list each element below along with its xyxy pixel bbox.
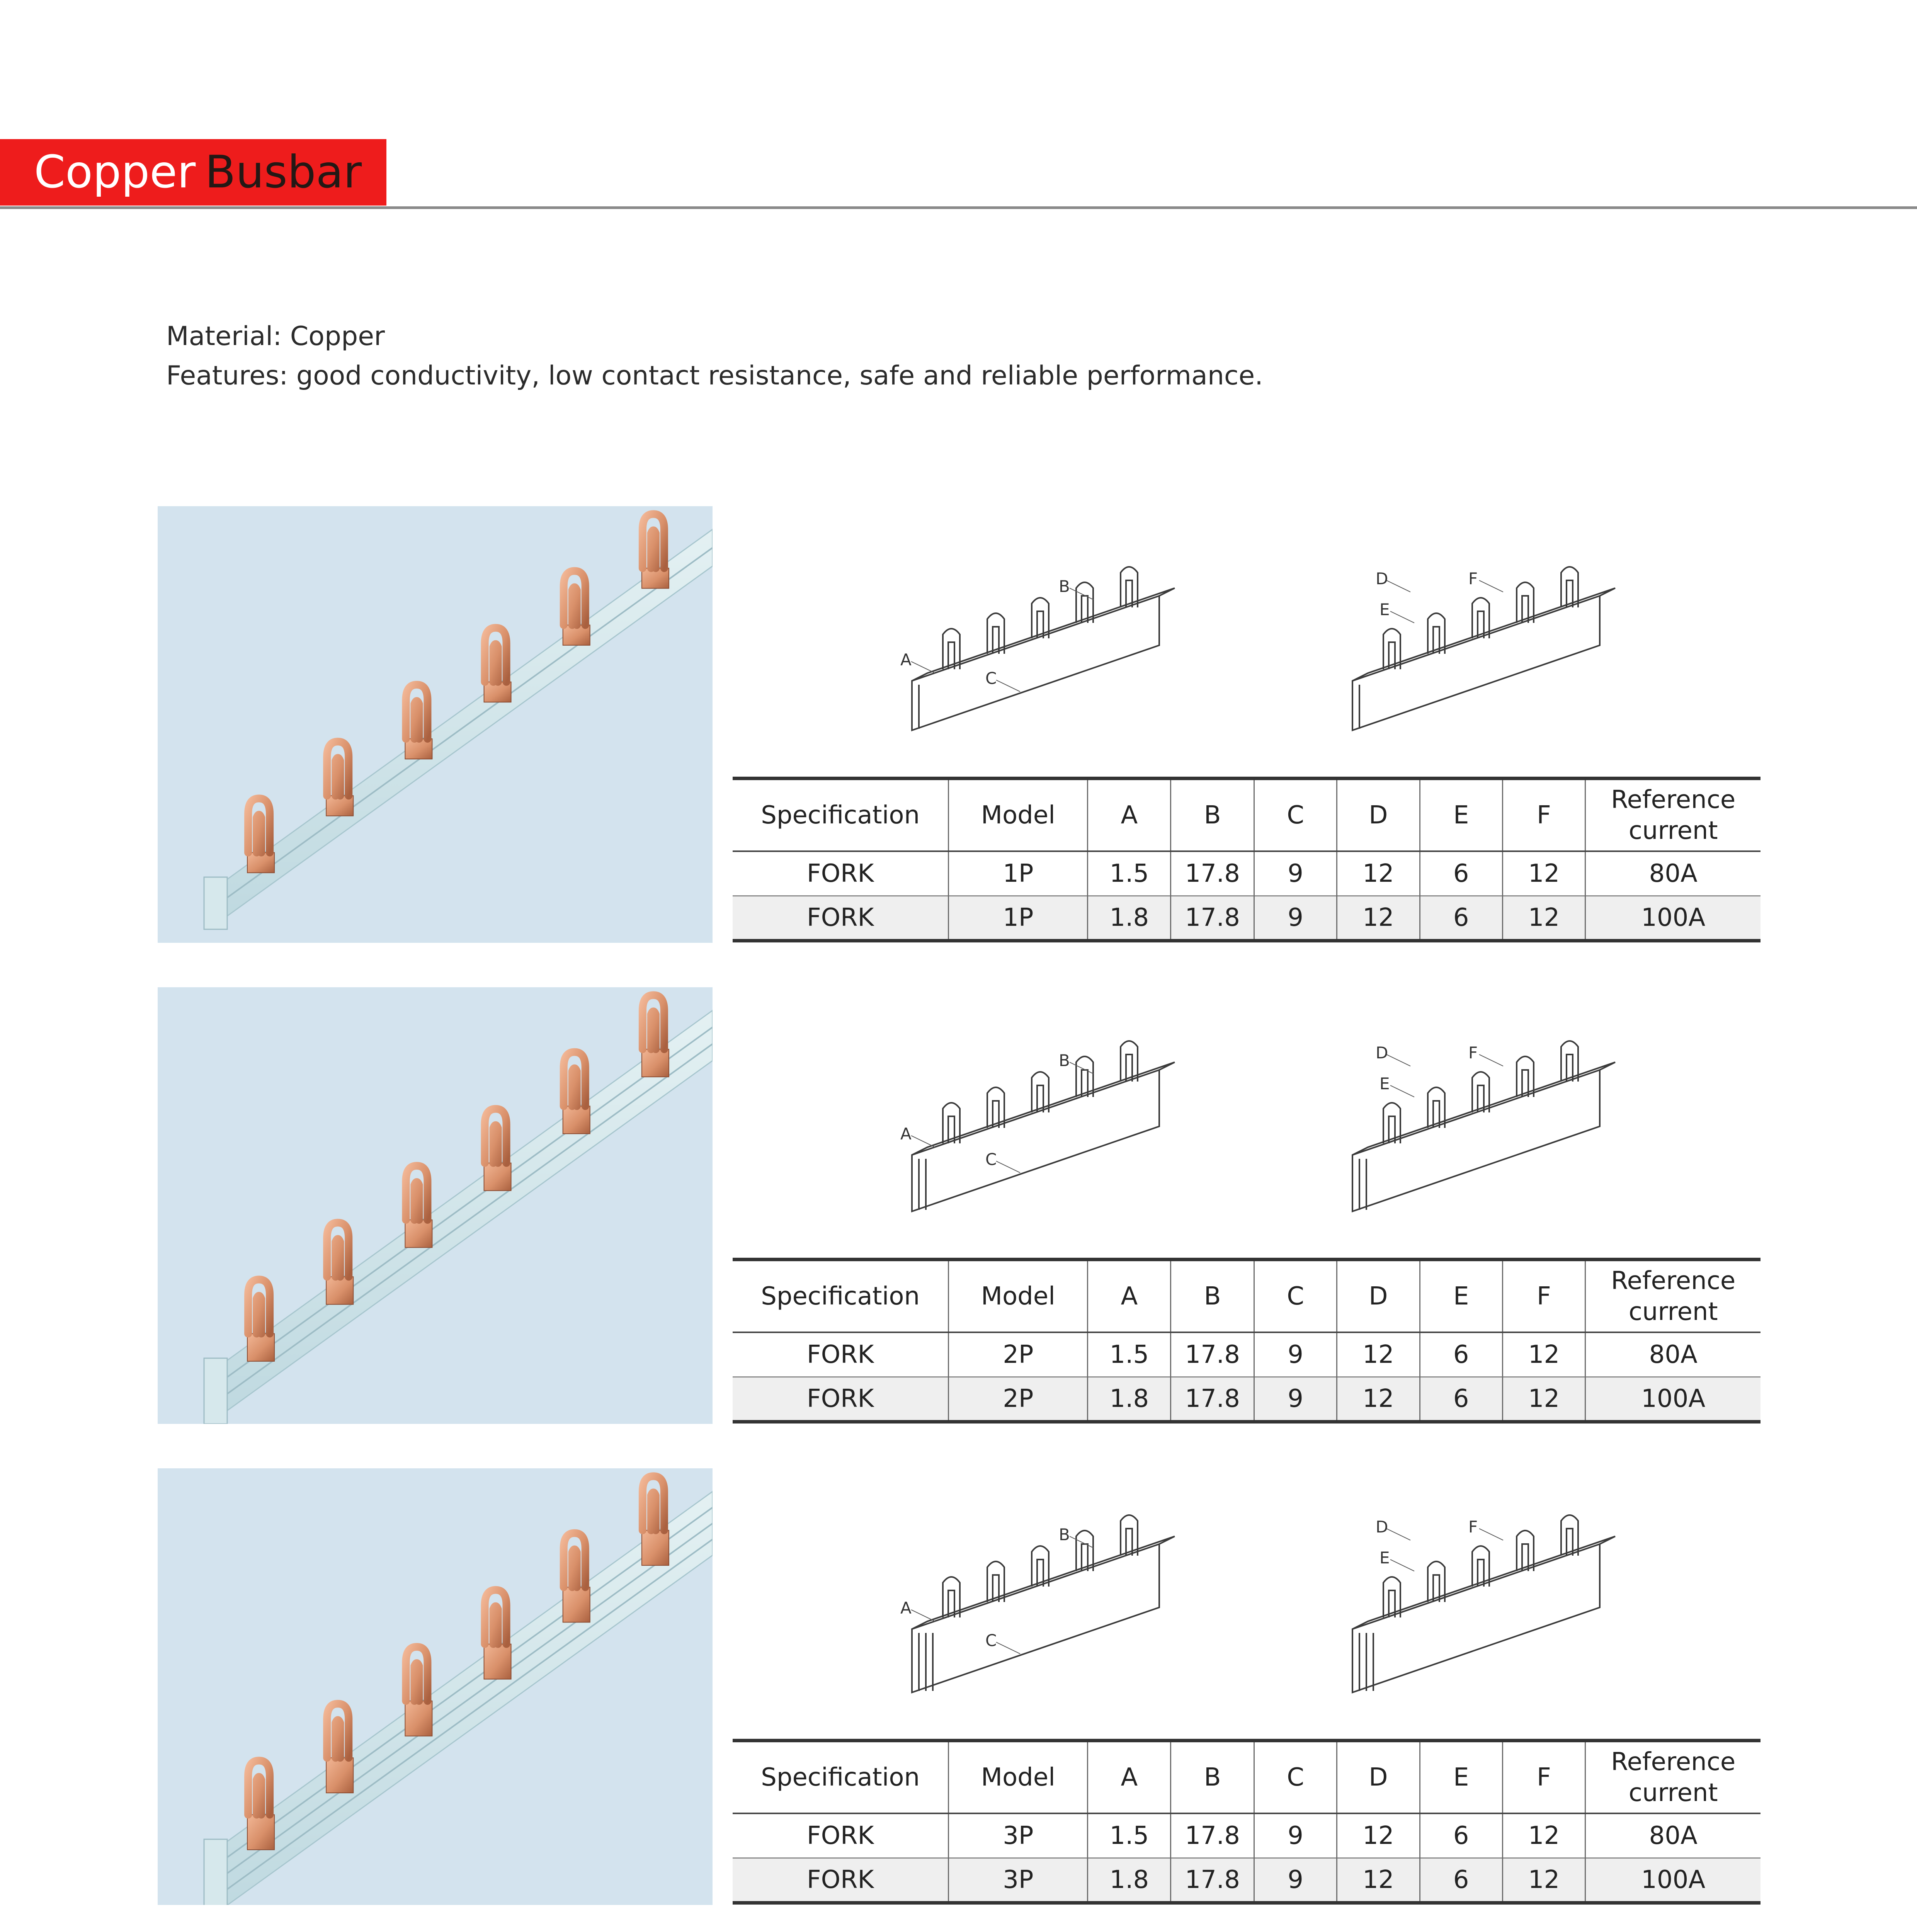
product-section-3p: [0, 1468, 1917, 1905]
title-word-copper: Copper: [34, 146, 196, 198]
drawing-lines: [1352, 1041, 1615, 1211]
cell-e: 6: [1420, 1332, 1502, 1377]
cell-a: 1.5: [1088, 1332, 1171, 1377]
housing-end: [204, 1358, 227, 1424]
leader-line: [911, 1610, 935, 1621]
product-section-2p: [0, 987, 1917, 1424]
copper-strip: [247, 1815, 274, 1850]
leader-line: [911, 1136, 935, 1147]
table-header-row: [733, 1741, 1761, 1813]
header-reference-line1: Reference: [1611, 1266, 1736, 1295]
spec-table: [733, 1739, 1761, 1905]
drawing-lines: [900, 567, 1175, 730]
cell-b: 17.8: [1171, 1858, 1254, 1903]
copper-fork-pin: [563, 1533, 590, 1622]
busbar-line-drawing: [1329, 1511, 1638, 1727]
copper-strip: [405, 1220, 432, 1248]
copper-fork-pin: [405, 1647, 432, 1736]
header-a: A: [1088, 779, 1171, 851]
cell-f: 12: [1502, 851, 1585, 896]
copper-fork-pin: [326, 1704, 353, 1793]
copper-fork-pin: [484, 1590, 511, 1679]
copper-strip: [563, 1106, 590, 1134]
cell-d: 12: [1337, 851, 1420, 896]
cell-specification: FORK: [806, 903, 874, 932]
copper-strip: [563, 1587, 590, 1622]
leader-line: [1386, 1054, 1410, 1066]
dimension-label-d: D: [1376, 1517, 1388, 1536]
cell-f: 12: [1502, 1813, 1585, 1858]
busbar-photo-illustration: [158, 1468, 713, 1905]
header-f: F: [1502, 779, 1585, 851]
cell-b: 17.8: [1171, 1813, 1254, 1858]
product-photo: [158, 987, 713, 1424]
drawing-lines: [900, 1041, 1175, 1211]
dimension-label-a: A: [900, 650, 912, 669]
cell-e: 6: [1420, 1377, 1502, 1422]
busbar-line-drawing: [889, 1511, 1198, 1727]
header-c: C: [1254, 1260, 1337, 1332]
copper-strip: [247, 1333, 274, 1361]
cell-d: 12: [1337, 1813, 1420, 1858]
header-d: D: [1337, 779, 1420, 851]
leader-line: [1390, 1560, 1414, 1571]
cell-b: 17.8: [1171, 1377, 1254, 1422]
leader-line: [911, 662, 935, 673]
cell-b: 17.8: [1171, 851, 1254, 896]
table-row: [733, 851, 1761, 896]
dimension-label-f: F: [1468, 1043, 1478, 1062]
header-a: A: [1088, 1741, 1171, 1813]
cell-c: 9: [1254, 1332, 1337, 1377]
cell-specification: FORK: [806, 1384, 874, 1413]
cell-model: 3P: [949, 1813, 1088, 1858]
table-header-row: [733, 1260, 1761, 1332]
dimension-label-a: A: [900, 1124, 912, 1143]
cell-specification: FORK: [806, 1340, 874, 1369]
leader-line: [1390, 611, 1414, 623]
header-reference-line2: current: [1628, 1297, 1718, 1326]
cell-reference-current: 100A: [1585, 1858, 1761, 1903]
cell-b: 17.8: [1171, 896, 1254, 941]
header-a: A: [1088, 1260, 1171, 1332]
cell-reference-current: 80A: [1585, 851, 1761, 896]
cell-a: 1.8: [1088, 1858, 1171, 1903]
copper-strip: [405, 1701, 432, 1736]
header-reference-current: [1585, 1260, 1761, 1332]
header-b: B: [1171, 779, 1254, 851]
dimension-label-b: B: [1059, 577, 1070, 596]
header-reference-current: [1585, 779, 1761, 851]
header-f: F: [1502, 1741, 1585, 1813]
busbar-line-drawing: [889, 1030, 1198, 1246]
cell-specification: FORK: [806, 859, 874, 888]
header-model: Model: [949, 1741, 1088, 1813]
copper-fork-pin: [642, 1476, 669, 1565]
cell-c: 9: [1254, 1858, 1337, 1903]
header-reference-line1: Reference: [1611, 1747, 1736, 1776]
cell-reference-current: 100A: [1585, 1377, 1761, 1422]
cell-a: 1.8: [1088, 1377, 1171, 1422]
page-title: [0, 139, 386, 206]
cell-f: 12: [1502, 1858, 1585, 1903]
table-row: [733, 896, 1761, 941]
dimension-label-f: F: [1468, 569, 1478, 588]
header-e: E: [1420, 1741, 1502, 1813]
cell-f: 12: [1502, 1332, 1585, 1377]
cell-reference-current: 80A: [1585, 1332, 1761, 1377]
cell-specification: FORK: [806, 1821, 874, 1850]
dimension-label-a: A: [900, 1599, 912, 1617]
spec-table: [733, 1258, 1761, 1423]
cell-c: 9: [1254, 1377, 1337, 1422]
dimension-label-d: D: [1376, 569, 1388, 588]
dimension-label-e: E: [1379, 1548, 1390, 1567]
leader-line: [1479, 580, 1503, 592]
dimension-label-c: C: [985, 1631, 997, 1650]
header-e: E: [1420, 779, 1502, 851]
housing-end: [204, 877, 227, 929]
table-row: [733, 1813, 1761, 1858]
table-row: [733, 1858, 1761, 1903]
cell-c: 9: [1254, 851, 1337, 896]
cell-f: 12: [1502, 896, 1585, 941]
drawing-lines: [1352, 567, 1615, 730]
cell-e: 6: [1420, 1813, 1502, 1858]
dimension-label-c: C: [985, 1150, 997, 1169]
cell-model: 1P: [949, 851, 1088, 896]
cell-e: 6: [1420, 851, 1502, 896]
intro-block: [166, 317, 1263, 396]
header-specification: Specification: [761, 1282, 920, 1311]
header-f: F: [1502, 1260, 1585, 1332]
cell-d: 12: [1337, 896, 1420, 941]
cell-specification: FORK: [806, 1866, 874, 1894]
cell-reference-current: 100A: [1585, 896, 1761, 941]
product-section-1p: [0, 506, 1917, 943]
cell-reference-current: 80A: [1585, 1813, 1761, 1858]
cell-a: 1.8: [1088, 896, 1171, 941]
header-b: B: [1171, 1741, 1254, 1813]
header-e: E: [1420, 1260, 1502, 1332]
header-reference-line2: current: [1628, 1778, 1718, 1807]
dimension-label-d: D: [1376, 1043, 1388, 1062]
header-specification: Specification: [761, 801, 920, 830]
housing-end: [204, 1839, 227, 1905]
leader-line: [1390, 1085, 1414, 1097]
product-photo: [158, 1468, 713, 1905]
cell-e: 6: [1420, 1858, 1502, 1903]
header-c: C: [1254, 1741, 1337, 1813]
busbar-line-drawing: [889, 549, 1198, 765]
header-c: C: [1254, 779, 1337, 851]
leader-line: [1479, 1529, 1503, 1540]
table-row: [733, 1332, 1761, 1377]
busbar-line-drawing: [1329, 549, 1638, 765]
drawing-lines: [1352, 1515, 1615, 1692]
cell-c: 9: [1254, 896, 1337, 941]
busbar-line-drawing: [1329, 1030, 1638, 1246]
copper-strip: [484, 1644, 511, 1679]
product-photo: [158, 506, 713, 943]
dimension-label-e: E: [1379, 600, 1390, 619]
leader-line: [996, 1161, 1020, 1173]
header-d: D: [1337, 1260, 1420, 1332]
cell-model: 3P: [949, 1858, 1088, 1903]
dimension-label-b: B: [1059, 1525, 1070, 1544]
copper-fork-pin: [247, 1760, 274, 1850]
material-text: Material: Copper: [166, 321, 385, 352]
copper-strip: [484, 1163, 511, 1191]
cell-a: 1.5: [1088, 851, 1171, 896]
busbar-photo-illustration: [158, 506, 713, 943]
header-divider: [0, 206, 1917, 209]
title-word-busbar: Busbar: [205, 146, 362, 198]
header-reference-line1: Reference: [1611, 785, 1736, 814]
header-b: B: [1171, 1260, 1254, 1332]
leader-line: [1386, 580, 1410, 592]
header-reference-current: [1585, 1741, 1761, 1813]
cell-model: 2P: [949, 1332, 1088, 1377]
cell-c: 9: [1254, 1813, 1337, 1858]
dimension-label-c: C: [985, 669, 997, 688]
cell-d: 12: [1337, 1332, 1420, 1377]
cell-a: 1.5: [1088, 1813, 1171, 1858]
leader-line: [1386, 1529, 1410, 1540]
header-reference-line2: current: [1628, 816, 1718, 845]
dimension-label-f: F: [1468, 1517, 1478, 1536]
dimension-label-b: B: [1059, 1051, 1070, 1070]
copper-strip: [326, 1277, 353, 1304]
header-specification: Specification: [761, 1763, 920, 1792]
header-model: Model: [949, 1260, 1088, 1332]
drawing-lines: [900, 1515, 1175, 1692]
cell-d: 12: [1337, 1377, 1420, 1422]
spec-table: [733, 777, 1761, 942]
table-row: [733, 1377, 1761, 1422]
cell-f: 12: [1502, 1377, 1585, 1422]
copper-strip: [642, 1049, 669, 1077]
dimension-label-e: E: [1379, 1074, 1390, 1093]
cell-e: 6: [1420, 896, 1502, 941]
table-header-row: [733, 779, 1761, 851]
housing-outline: [912, 1544, 1159, 1692]
cell-d: 12: [1337, 1858, 1420, 1903]
busbar-photo-illustration: [158, 987, 713, 1424]
cell-model: 1P: [949, 896, 1088, 941]
features-text: Features: good conductivity, low contact resistance, safe and reliable performance.: [166, 361, 1263, 391]
header-d: D: [1337, 1741, 1420, 1813]
copper-strip: [326, 1758, 353, 1793]
copper-strip: [642, 1530, 669, 1565]
header-model: Model: [949, 779, 1088, 851]
leader-line: [996, 680, 1020, 692]
leader-line: [996, 1642, 1020, 1654]
cell-model: 2P: [949, 1377, 1088, 1422]
leader-line: [1479, 1054, 1503, 1066]
cell-b: 17.8: [1171, 1332, 1254, 1377]
